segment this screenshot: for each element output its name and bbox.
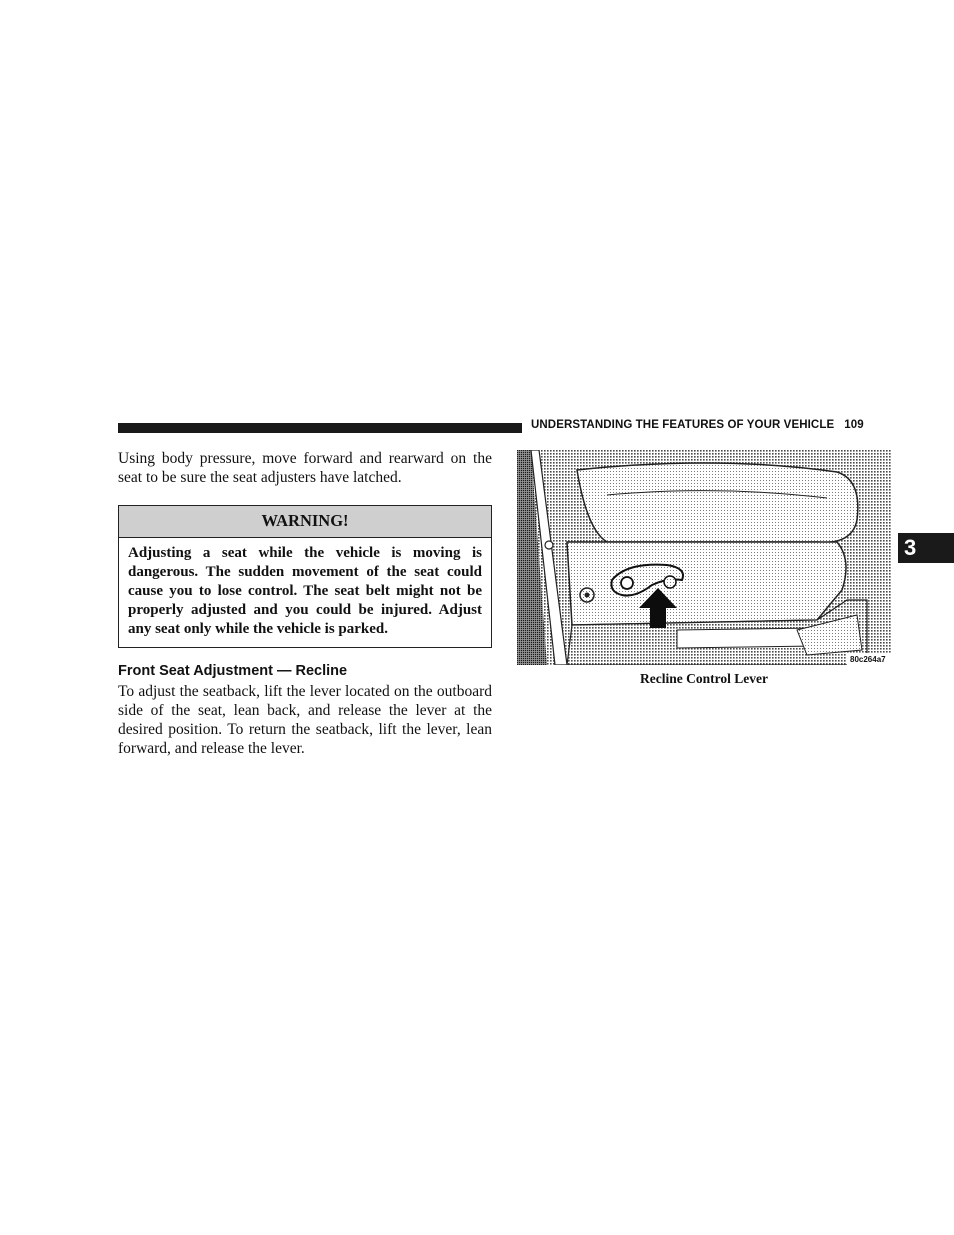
warning-body: Adjusting a seat while the vehicle is moving is dangerous. The sudden movement of the seat could cause you to lose control. The seat belt might not be properly adjusted and you could be injured. Adjust any seat only while the vehicle is parked.	[128, 545, 482, 637]
seat-illustration	[517, 450, 891, 665]
recline-lever-illustration	[517, 450, 891, 665]
intro-paragraph: Using body pressure, move forward and rearward on the seat to be sure the seat adjusters have latched.	[118, 450, 492, 486]
section-heading: Front Seat Adjustment — Recline	[118, 663, 348, 679]
section-body: To adjust the seatback, lift the lever located on the outboard side of the seat, lean back, and release the lever at the desired position. To return the seatback, lift the lever, lean forward, and release the lever.	[118, 683, 492, 757]
warning-box	[118, 505, 492, 648]
page-number: 109	[844, 419, 864, 431]
chapter-tab: 3	[898, 533, 954, 563]
header-rule	[118, 423, 522, 433]
figure-caption: Recline Control Lever	[640, 671, 768, 686]
warning-title: WARNING!	[119, 506, 491, 538]
header-section-title: UNDERSTANDING THE FEATURES OF YOUR VEHICLE	[531, 419, 835, 431]
running-header	[531, 419, 893, 431]
figure-code: 80c264a7	[850, 655, 886, 664]
